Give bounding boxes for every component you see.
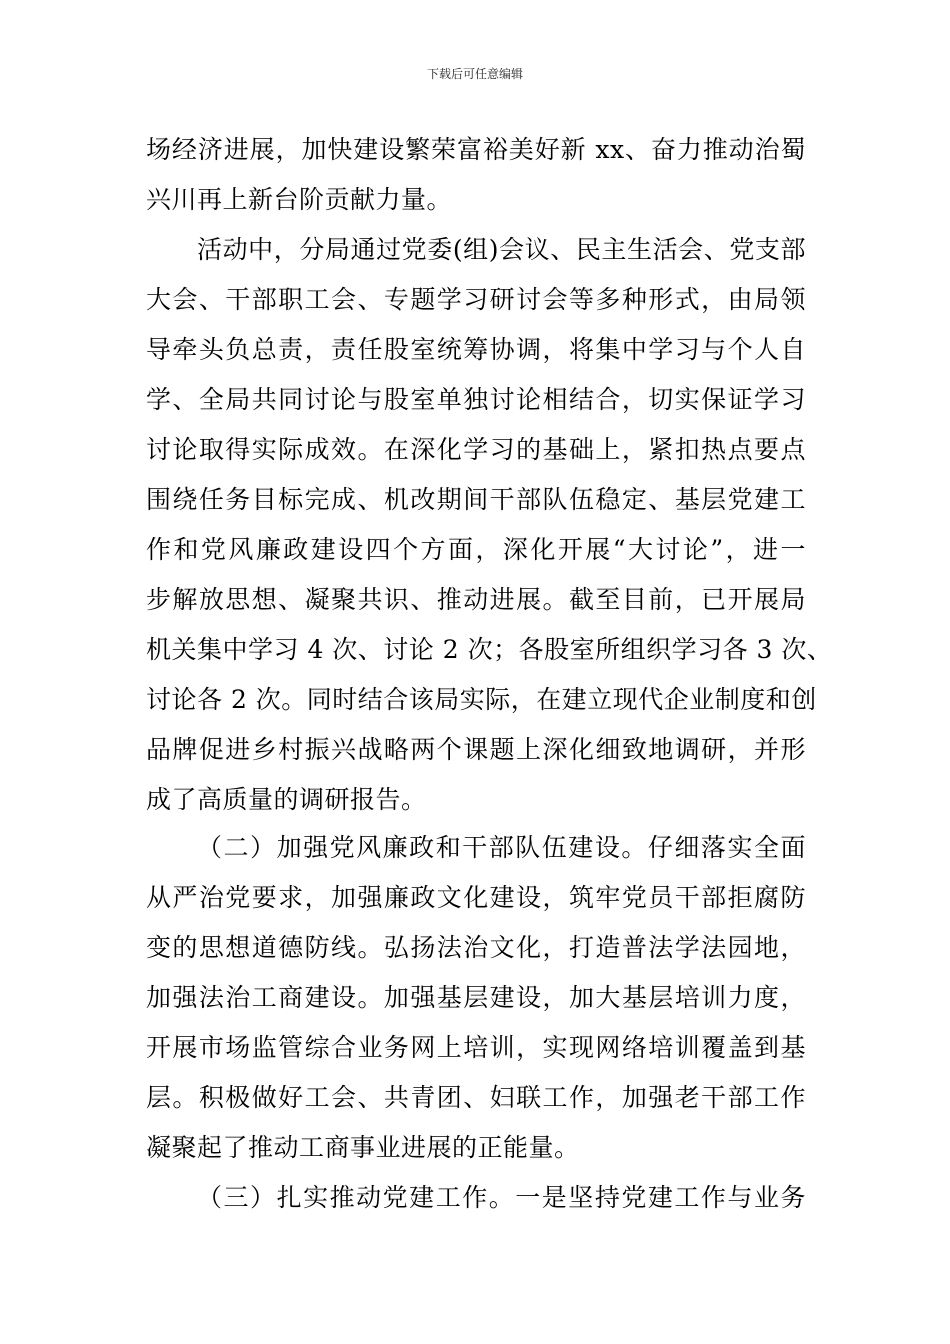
text-line: 讨论取得实际成效。在深化学习的基础上，紧扣热点要点 bbox=[146, 435, 806, 464]
page-header: 下载后可任意编辑 bbox=[426, 67, 523, 81]
text-line: 变的思想道德防线。弘扬法治文化，打造普法学法园地， bbox=[146, 933, 806, 962]
text-line: 凝聚起了推动工商事业进展的正能量。 bbox=[146, 1133, 580, 1162]
text-line: 层。积极做好工会、共青团、妇联工作，加强老干部工作 bbox=[146, 1083, 806, 1112]
text-line: 品牌促进乡村振兴战略两个课题上深化细致地调研，并形 bbox=[146, 735, 806, 764]
paragraph-first-line: 活动中，分局通过党委(组)会议、民主生活会、党支部 bbox=[197, 235, 806, 264]
text-line: 机关集中学习 4 次、讨论 2 次；各股室所组织学习各 3 次、 bbox=[146, 635, 833, 664]
section-heading-two: （二）加强党风廉政和干部队伍建设。仔细落实全面 bbox=[197, 833, 806, 862]
text-line: 从严治党要求，加强廉政文化建设，筑牢党员干部拒腐防 bbox=[146, 883, 806, 912]
text-line: 学、全局共同讨论与股室单独讨论相结合，切实保证学习 bbox=[146, 385, 806, 414]
text-line: 开展市场监管综合业务网上培训，实现网络培训覆盖到基 bbox=[146, 1033, 806, 1062]
text-line: 加强法治工商建设。加强基层建设，加大基层培训力度， bbox=[146, 983, 806, 1012]
text-line: 兴川再上新台阶贡献力量。 bbox=[146, 185, 453, 214]
text-line: 步解放思想、凝聚共识、推动进展。截至目前，已开展局 bbox=[146, 585, 806, 614]
text-line: 围绕任务目标完成、机改期间干部队伍稳定、基层党建工 bbox=[146, 485, 806, 514]
text-line: 作和党风廉政建设四个方面，深化开展“大讨论”，进一 bbox=[146, 535, 806, 564]
text-line: 场经济进展，加快建设繁荣富裕美好新 xx、奋力推动治蜀 bbox=[146, 135, 806, 164]
text-line: 导牵头负总责，责任股室统筹协调，将集中学习与个人自 bbox=[146, 335, 806, 364]
text-line: 成了高质量的调研报告。 bbox=[146, 785, 427, 814]
text-line: 大会、干部职工会、专题学习研讨会等多种形式，由局领 bbox=[146, 285, 806, 314]
text-line: 讨论各 2 次。同时结合该局实际，在建立现代企业制度和创 bbox=[146, 685, 817, 714]
section-heading-three: （三）扎实推动党建工作。一是坚持党建工作与业务 bbox=[197, 1183, 806, 1212]
